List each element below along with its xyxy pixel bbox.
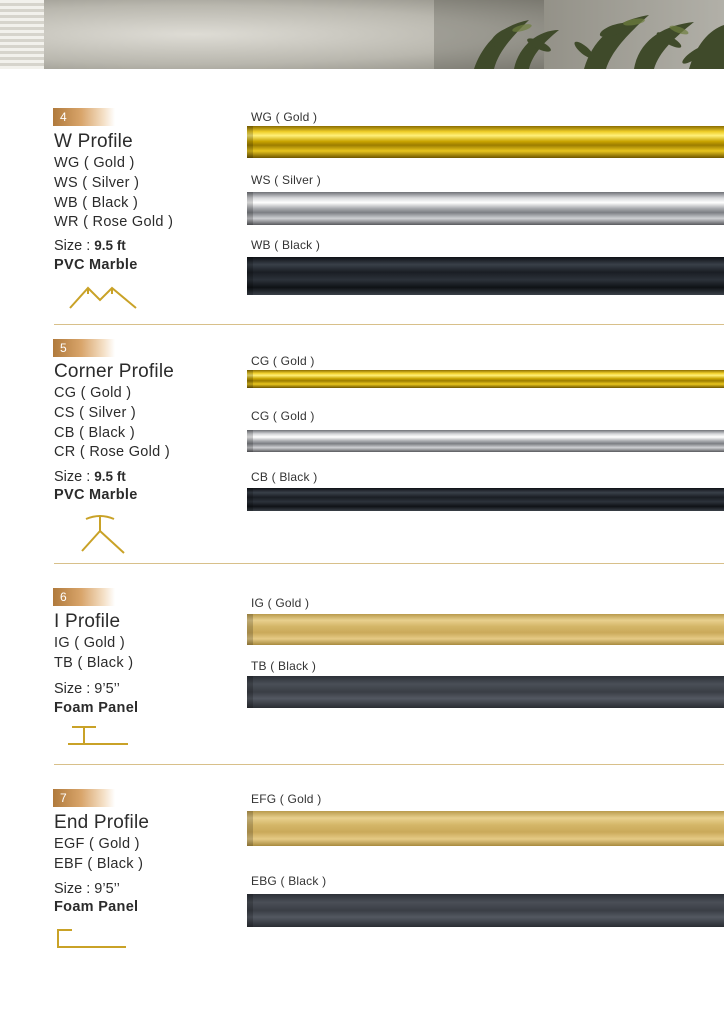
size-spec — [54, 681, 120, 697]
bar-label: CB ( Black ) — [251, 470, 318, 484]
size-label: Size : 9’5’’ — [54, 881, 120, 897]
size-spec — [54, 238, 126, 254]
profile-bar-silver — [247, 192, 724, 225]
variant-item: WB ( Black ) — [54, 195, 139, 211]
variant-item: CB ( Black ) — [54, 425, 135, 441]
bar-label: EBG ( Black ) — [251, 874, 327, 888]
bar-label: EFG ( Gold ) — [251, 792, 322, 806]
section-divider — [54, 563, 724, 564]
section-title: Corner Profile — [54, 361, 175, 382]
section-divider — [54, 764, 724, 765]
section-number-badge: 5 — [53, 339, 115, 357]
size-value: 9.5 ft — [94, 238, 126, 253]
section-divider — [54, 324, 724, 325]
section-title: W Profile — [54, 131, 133, 152]
size-spec — [54, 881, 120, 897]
variant-item: EBF ( Black ) — [54, 856, 144, 872]
variant-item: CR ( Rose Gold ) — [54, 444, 170, 460]
profile-bar-black — [247, 676, 724, 708]
profile-bar-gold — [247, 370, 724, 388]
section-title: End Profile — [54, 812, 150, 833]
profile-bar-gold — [247, 614, 724, 645]
size-spec — [54, 469, 126, 485]
material-label: Foam Panel — [54, 700, 139, 716]
profile-bar-silver — [247, 430, 724, 452]
profile-bar-black — [247, 488, 724, 511]
size-label: Size : — [54, 469, 91, 485]
size-label: Size : 9’5’’ — [54, 681, 120, 697]
variant-item: CG ( Gold ) — [54, 385, 132, 401]
variant-item: WG ( Gold ) — [54, 155, 135, 171]
section-title: I Profile — [54, 611, 121, 632]
end-shape-icon — [56, 926, 128, 950]
bar-label: WG ( Gold ) — [251, 110, 318, 124]
profile-bar-gold — [247, 126, 724, 158]
size-value: 9.5 ft — [94, 469, 126, 484]
variant-item: EGF ( Gold ) — [54, 836, 140, 852]
profile-bar-black — [247, 257, 724, 295]
material-label: PVC Marble — [54, 487, 138, 503]
section-number-badge: 6 — [53, 588, 115, 606]
header-photo — [0, 0, 724, 69]
variant-item: WR ( Rose Gold ) — [54, 214, 174, 230]
bar-label: TB ( Black ) — [251, 659, 317, 673]
variant-item: WS ( Silver ) — [54, 175, 140, 191]
plant-leaves-image — [434, 0, 724, 69]
size-label: Size : — [54, 238, 91, 254]
bar-label: WB ( Black ) — [251, 238, 321, 252]
bar-label: WS ( Silver ) — [251, 173, 321, 187]
material-label: Foam Panel — [54, 899, 139, 915]
variant-item: CS ( Silver ) — [54, 405, 137, 421]
material-label: PVC Marble — [54, 257, 138, 273]
w-shape-icon — [66, 282, 146, 310]
bar-label: IG ( Gold ) — [251, 596, 310, 610]
bar-label: CG ( Gold ) — [251, 409, 315, 423]
i-shape-icon — [66, 724, 130, 748]
window-blind — [0, 0, 44, 69]
variant-item: TB ( Black ) — [54, 655, 134, 671]
variant-item: IG ( Gold ) — [54, 635, 125, 651]
section-number-badge: 7 — [53, 789, 115, 807]
corner-shape-icon — [74, 511, 130, 555]
section-number-badge: 4 — [53, 108, 115, 126]
profile-bar-gold — [247, 811, 724, 846]
profile-bar-black — [247, 894, 724, 927]
bar-label: CG ( Gold ) — [251, 354, 315, 368]
